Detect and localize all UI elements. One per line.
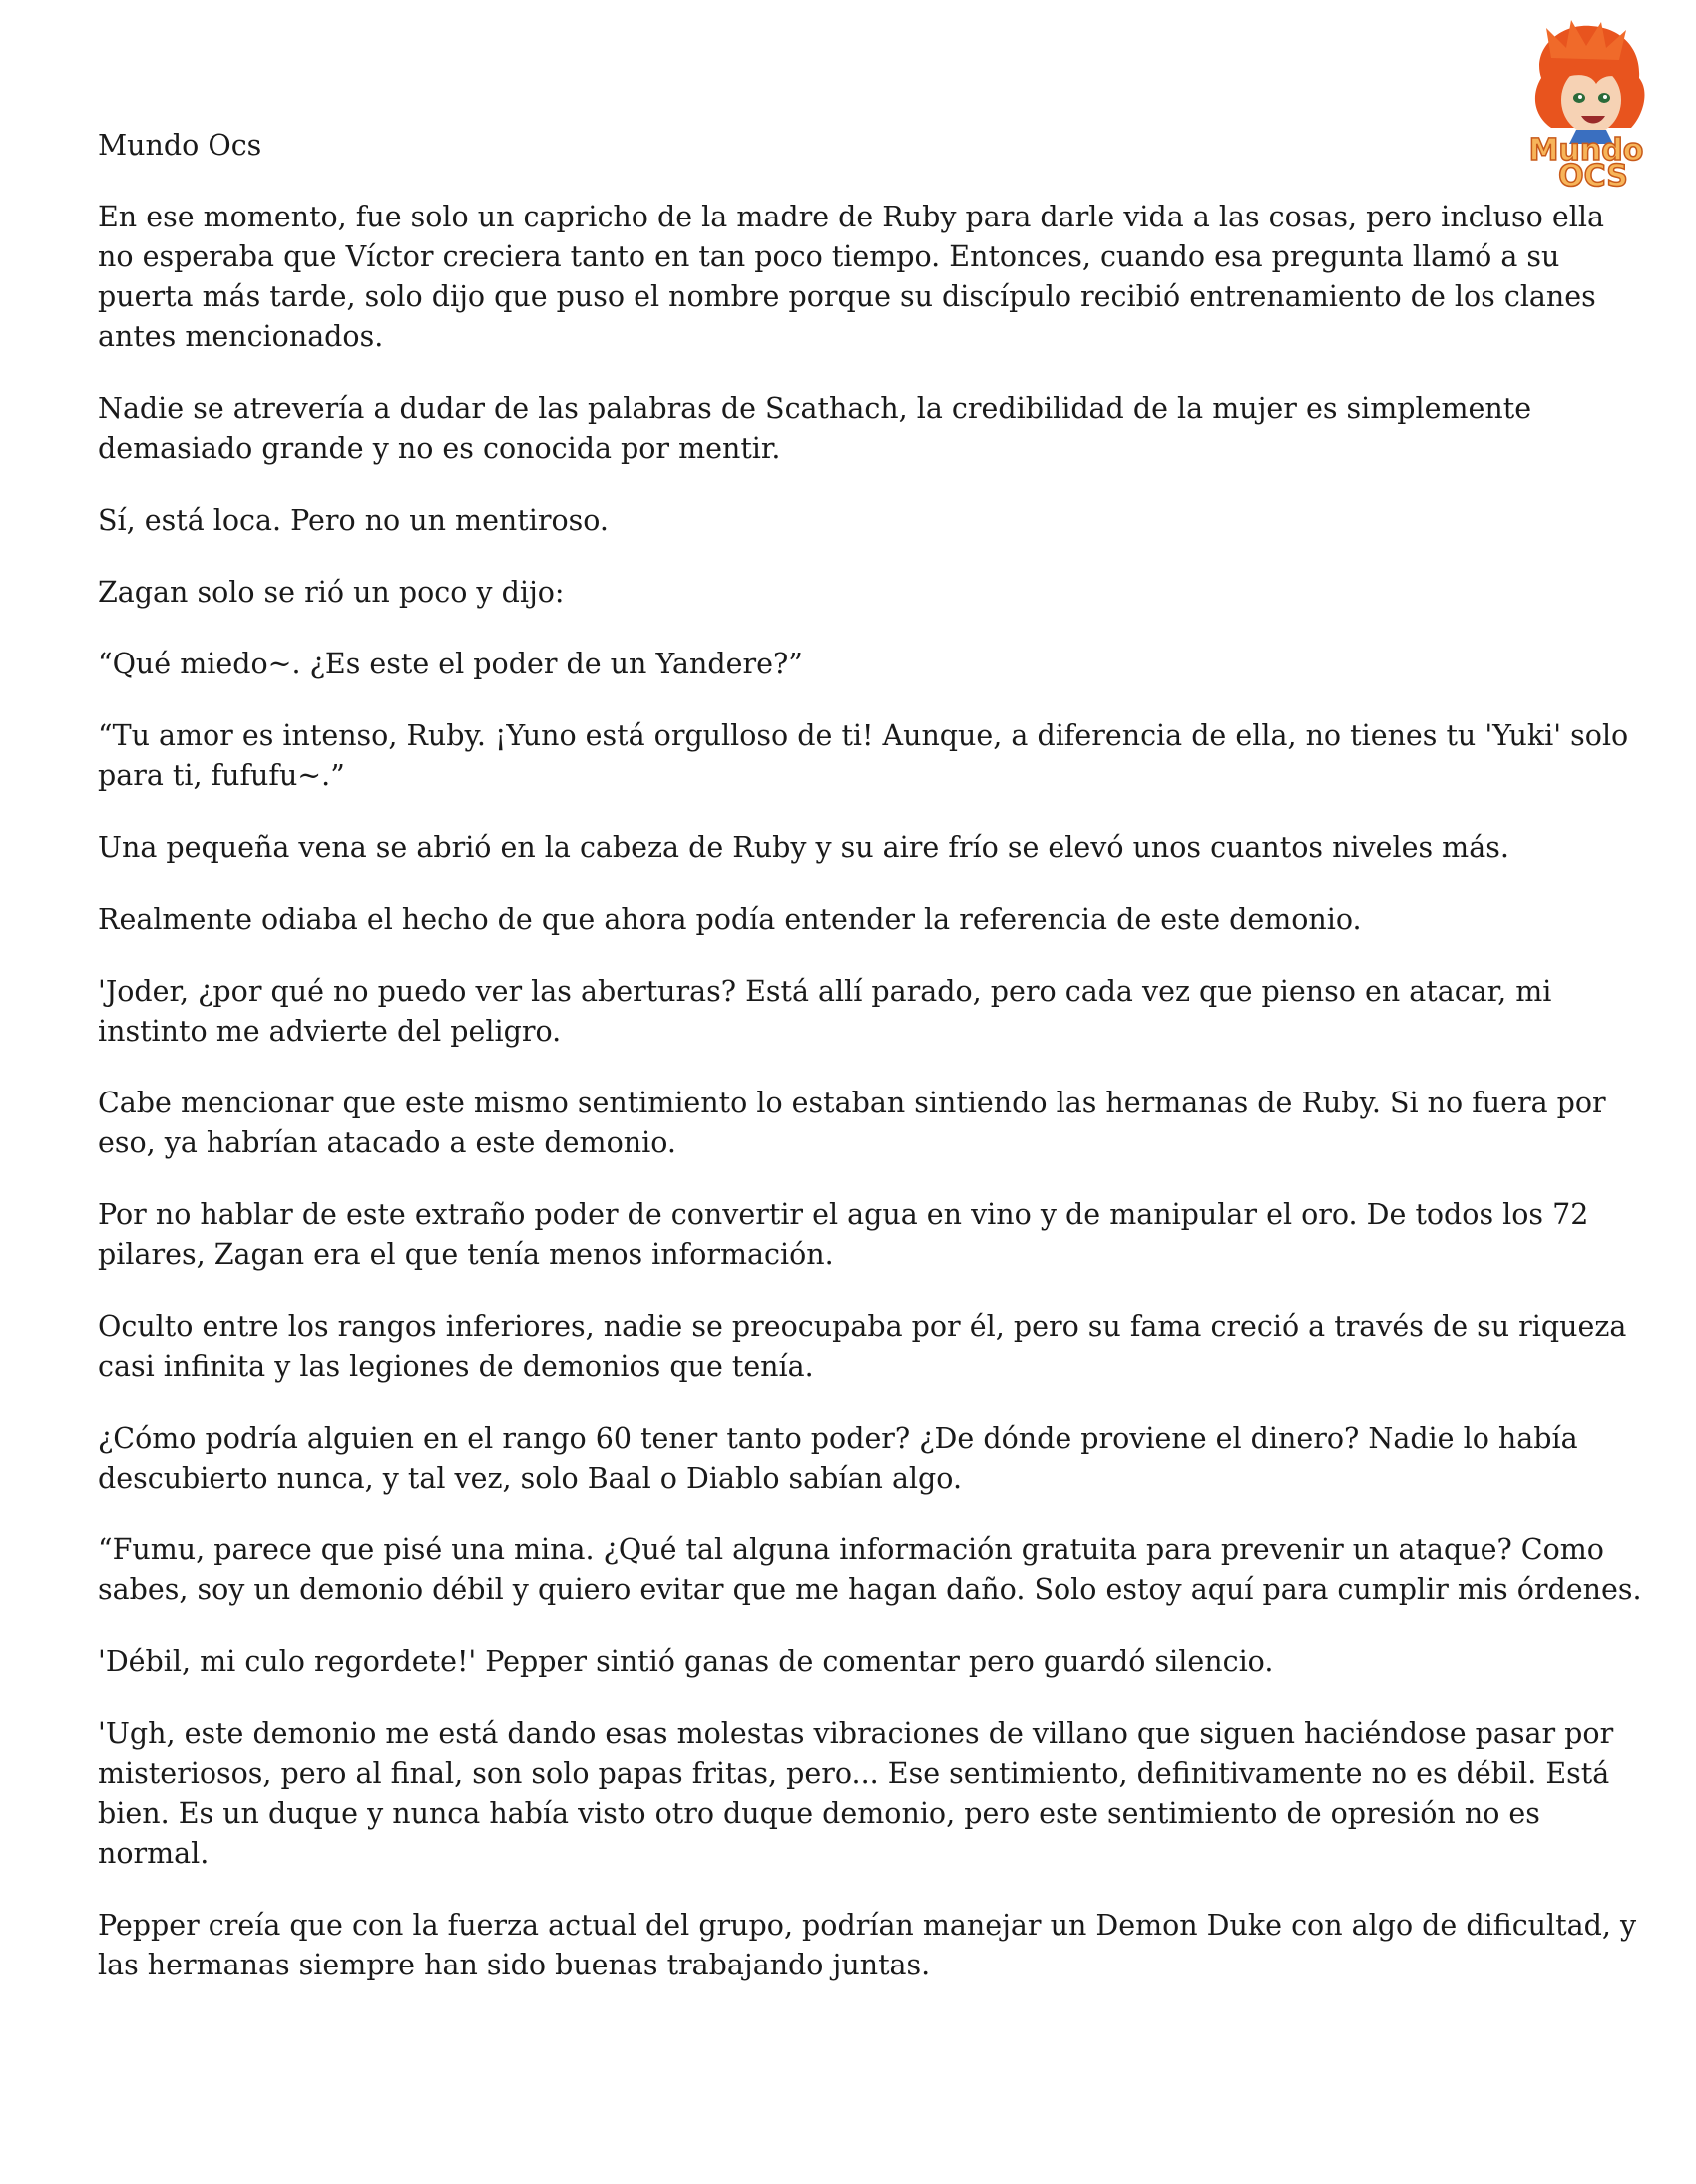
logo-line1: Mundo [1528, 133, 1644, 168]
paragraph: 'Ugh, este demonio me está dando esas molestas vibraciones de villano que siguen haciéndose pasar por misteriosos, pero al final, son solo papas fritas, pero... Ese sentimiento, definitivamente no es débil. Está bien. Es un duque y nunca había visto otro duque demonio, pero este sentimiento de opresión no es normal. [98, 1717, 1614, 1870]
paragraph: “Tu amor es intenso, Ruby. ¡Yuno está orgulloso de ti! Aunque, a diferencia de ella, no tienes tu 'Yuki' solo para ti, fufufu~.” [98, 719, 1629, 792]
paragraph: “Qué miedo~. ¿Es este el poder de un Yandere?” [98, 648, 803, 680]
paragraph: Cabe mencionar que este mismo sentimiento lo estaban sintiendo las hermanas de Ruby. Si no fuera por eso, ya habrían atacado a este demonio. [98, 1087, 1606, 1159]
document-body [98, 126, 1644, 2017]
paragraph: Zagan solo se rió un poco y dijo: [98, 576, 565, 609]
paragraph: 'Débil, mi culo regordete!' Pepper sintió ganas de comentar pero guardó silencio. [98, 1645, 1274, 1678]
logo-line2: OCS [1558, 159, 1628, 188]
paragraph: ¿Cómo podría alguien en el rango 60 tener tanto poder? ¿De dónde proviene el dinero? Nadie lo había descubierto nunca, y tal vez, solo Baal o Diablo sabían algo. [98, 1422, 1578, 1495]
paragraph: 'Joder, ¿por qué no puedo ver las aberturas? Está allí parado, pero cada vez que pienso en atacar, mi instinto me advierte del peligro. [98, 975, 1552, 1048]
paragraph: Una pequeña vena se abrió en la cabeza de Ruby y su aire frío se elevó unos cuantos niveles más. [98, 831, 1509, 864]
document-heading: Mundo Ocs [98, 129, 262, 162]
paragraph: Pepper creía que con la fuerza actual del grupo, podrían manejar un Demon Duke con algo de dificultad, y las hermanas siempre han sido buenas trabajando juntas. [98, 1909, 1637, 1981]
paragraph: “Fumu, parece que pisé una mina. ¿Qué tal alguna información gratuita para prevenir un ataque? Como sabes, soy un demonio débil y quiero evitar que me hagan daño. Solo estoy aquí para cumplir mis órdenes. [98, 1533, 1642, 1606]
paragraph: En ese momento, fue solo un capricho de la madre de Ruby para darle vida a las cosas, pero incluso ella no esperaba que Víctor creciera tanto en tan poco tiempo. Entonces, cuando esa pregunta llamó a su puerta más tarde, solo dijo que puso el nombre porque su discípulo recibió entrenamiento de los clanes antes mencionados. [98, 201, 1604, 353]
paragraph: Oculto entre los rangos inferiores, nadie se preocupaba por él, pero su fama creció a través de su riqueza casi infinita y las legiones de demonios que tenía. [98, 1310, 1627, 1383]
paragraph: Sí, está loca. Pero no un mentiroso. [98, 504, 609, 537]
paragraph: Nadie se atrevería a dudar de las palabras de Scathach, la credibilidad de la mujer es simplemente demasiado grande y no es conocida por mentir. [98, 392, 1532, 465]
paragraph: Realmente odiaba el hecho de que ahora podía entender la referencia de este demonio. [98, 903, 1362, 936]
paragraph: Por no hablar de este extraño poder de convertir el agua en vino y de manipular el oro. De todos los 72 pilares, Zagan era el que tenía menos información. [98, 1198, 1589, 1271]
